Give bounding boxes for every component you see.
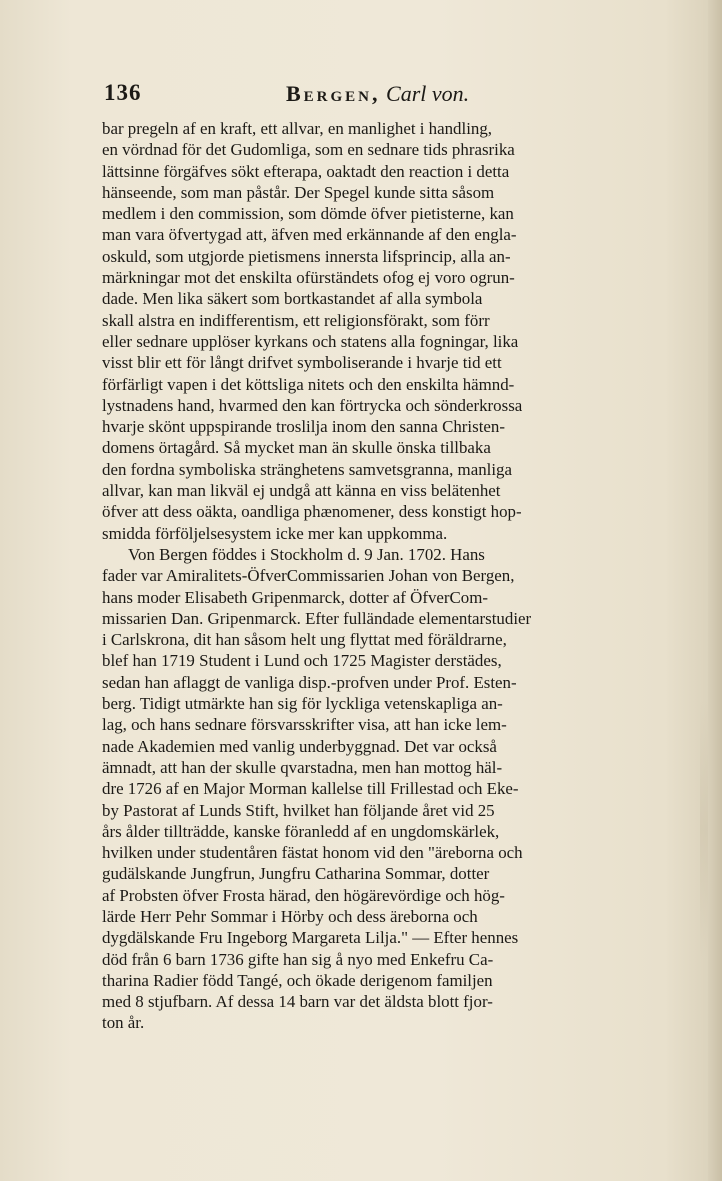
- page-number: 136: [104, 80, 142, 105]
- running-head-given-name: Carl von.: [386, 81, 470, 106]
- text-line: lärde Herr Pehr Sommar i Hörby och dess äreborna och: [102, 906, 478, 926]
- page-header: [104, 80, 624, 112]
- text-line: eller sednare upplöser kyrkans och statens alla fogningar, lika: [102, 331, 519, 351]
- text-line: gudälskande Jungfrun, Jungfru Catharina Sommar, dotter: [102, 864, 490, 884]
- text-line: års ålder tillträdde, kanske föranledd af en ungdomskärlek,: [102, 821, 500, 841]
- text-line: nade Akademien med vanlig underbyggnad. Det var också: [102, 736, 497, 756]
- text-line: lystnadens hand, hvarmed den kan förtrycka och sönderkrossa: [102, 395, 523, 415]
- text-line: dade. Men lika säkert som bortkastandet af alla symbola: [102, 289, 483, 309]
- text-line: smidda förföljelsesystem icke mer kan uppkomma.: [102, 523, 448, 543]
- text-line: berg. Tidigt utmärkte han sig för lyckliga vetenskapliga an-: [102, 694, 503, 714]
- text-line: skall alstra en indifferentism, ett religionsförakt, som förr: [102, 310, 490, 330]
- text-line: ton år.: [102, 1013, 145, 1033]
- text-line: af Probsten öfver Frosta härad, den högärevördige och hög-: [102, 885, 505, 905]
- text-line: öfver att dess oäkta, oandliga phænomener, dess konstigt hop-: [102, 502, 522, 522]
- text-line: förfärligt vapen i det köttsliga nitets och den enskilta hämnd-: [102, 374, 515, 394]
- text-line: i Carlskrona, dit han såsom helt ung flyttat med föräldrarne,: [102, 630, 507, 650]
- running-head: [286, 81, 469, 107]
- body-text: [102, 118, 634, 1034]
- text-line: hvilken under studentåren fästat honom vid den "äreborna och: [102, 843, 523, 863]
- text-line: Von Bergen föddes i Stockholm d. 9 Jan. 1702. Hans: [128, 544, 485, 564]
- paragraph-1: [102, 118, 634, 544]
- text-line: död från 6 barn 1736 gifte han sig å nyo med Enkefru Ca-: [102, 949, 494, 969]
- text-line: dre 1726 af en Major Morman kallelse till Frillestad och Eke-: [102, 779, 519, 799]
- text-line: man vara öfvertygad att, äfven med erkännande af den engla-: [102, 225, 517, 245]
- text-line: missarien Dan. Gripenmarck. Efter fulländade elementarstudier: [102, 608, 532, 628]
- text-line: tharina Radier född Tangé, och ökade derigenom familjen: [102, 970, 493, 990]
- text-line: visst blir ett för långt drifvet symboliserande i hvarje tid ett: [102, 353, 502, 373]
- text-line: ämnadt, att han der skulle qvarstadna, men han mottog häl-: [102, 757, 503, 777]
- running-head-surname: Bergen,: [286, 81, 381, 106]
- text-line: bar pregeln af en kraft, ett allvar, en manlighet i handling,: [102, 119, 493, 138]
- text-line: domens örtagård. Så mycket man än skulle önska tillbaka: [102, 438, 491, 458]
- text-line: sedan han aflaggt de vanliga disp.-profven under Prof. Esten-: [102, 672, 517, 692]
- text-line: lag, och hans sednare försvarsskrifter visa, att han icke lem-: [102, 715, 507, 735]
- text-line: hänseende, som man påstår. Der Spegel kunde sitta såsom: [102, 182, 495, 202]
- text-line: den fordna symboliska stränghetens samvetsgranna, manliga: [102, 459, 512, 479]
- page-edge: [708, 0, 722, 1181]
- text-line: fader var Amiralitets-ÖfverCommissarien Johan von Bergen,: [102, 566, 515, 586]
- text-line: oskuld, som utgjorde pietismens innersta lifsprincip, alla an-: [102, 246, 511, 266]
- text-line: märkningar mot det enskilta ofürständets ofog ej voro ogrun-: [102, 268, 515, 288]
- text-line: lättsinne förgäfves sökt efterapa, oaktadt den reaction i detta: [102, 161, 510, 181]
- paragraph-2: [102, 544, 634, 1034]
- text-line: hans moder Elisabeth Gripenmarck, dotter af ÖfverCom-: [102, 587, 489, 607]
- text-line: hvarje skönt uppspirande troslilja inom den sanna Christen-: [102, 417, 505, 437]
- paper-stain: [700, 700, 708, 960]
- text-line: allvar, kan man likväl ej undgå att känna en viss belätenhet: [102, 481, 501, 501]
- text-line: medlem i den commission, som dömde öfver pietisterne, kan: [102, 204, 514, 224]
- text-line: en vördnad för det Gudomliga, som en sednare tids phrasrika: [102, 140, 515, 160]
- text-line: by Pastorat af Lunds Stift, hvilket han följande året vid 25: [102, 800, 495, 820]
- text-line: med 8 stjufbarn. Af dessa 14 barn var det äldsta blott fjor-: [102, 992, 493, 1012]
- text-line: dygdälskande Fru Ingeborg Margareta Lilja." — Efter hennes: [102, 928, 519, 948]
- text-line: blef han 1719 Student i Lund och 1725 Magister derstädes,: [102, 651, 502, 671]
